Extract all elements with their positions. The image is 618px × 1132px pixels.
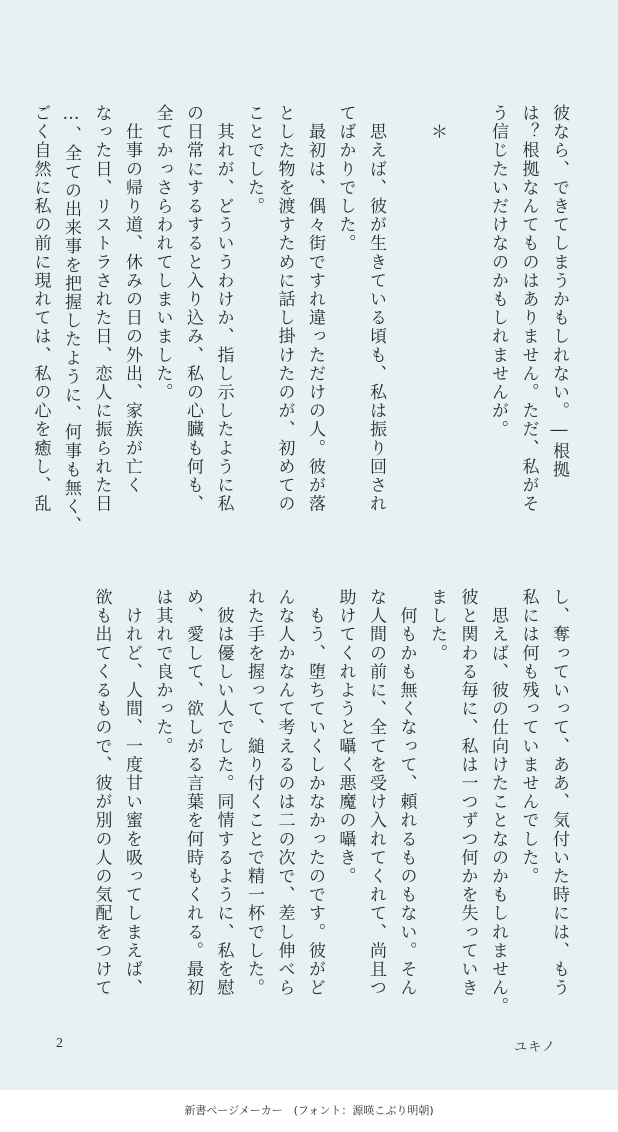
body-text-upper: 彼なら、できてしまうかもしれない。―根拠 は？根拠なんてものはありません。ただ、私がそ う信じたいだけなのかもしれませんが。 ＊ 思えば、彼が生きている頃も、私は振り回され てばかりでした。 最初は、偶々街ですれ違っただけの人。彼が落 とした物を渡すために話し掛けたのが、初めての ことでした。 其れが、どういうわけか、指し示したように私 の日常にするすると入り込み、私の心臓も何も、 全てかっさらわれてしまいました。 仕事の帰り道、休みの日の外出、家族が亡く なった日、リストラされた日、恋人に振られた日 …、全ての出来事を把握したように、何事も無く、 ごく自然に私の前に現れては、私の心を癒し、乱	[30, 104, 569, 535]
footer-credit: 新書ページメーカー (フォント：源暎こぶり明朝)	[0, 1090, 618, 1132]
page-number: 2	[56, 1036, 63, 1051]
author-name: ユキノ	[514, 1040, 556, 1055]
body-text-lower: し、奪っていって、ああ、気付いた時には、もう 私には何も残っていませんでした。 思えば、彼の仕向けたことなのかもしれません。 彼と関わる毎に、私は一つずつ何かを失っていき ました。 何もかも無くなって、頼れるものもない。そん な人間の前に、全てを受け入れてくれて、尚且つ 助けてくれようと囁く悪魔の囁き。 もう、堕ちていくしかなかったのです。彼がど んな人かなんて考えるのは二の次で、差し伸べら れた手を握って、縋り付くことで精一杯でした。 彼は優しい人でした。同情するように、私を慰 め、愛して、欲しがる言葉を何時もくれる。最初 は其れで良かった。 けれど、人間、一度甘い蜜を吸ってしまえば、 欲も出てくるもので、彼が別の人の気配をつけて	[91, 588, 569, 1016]
